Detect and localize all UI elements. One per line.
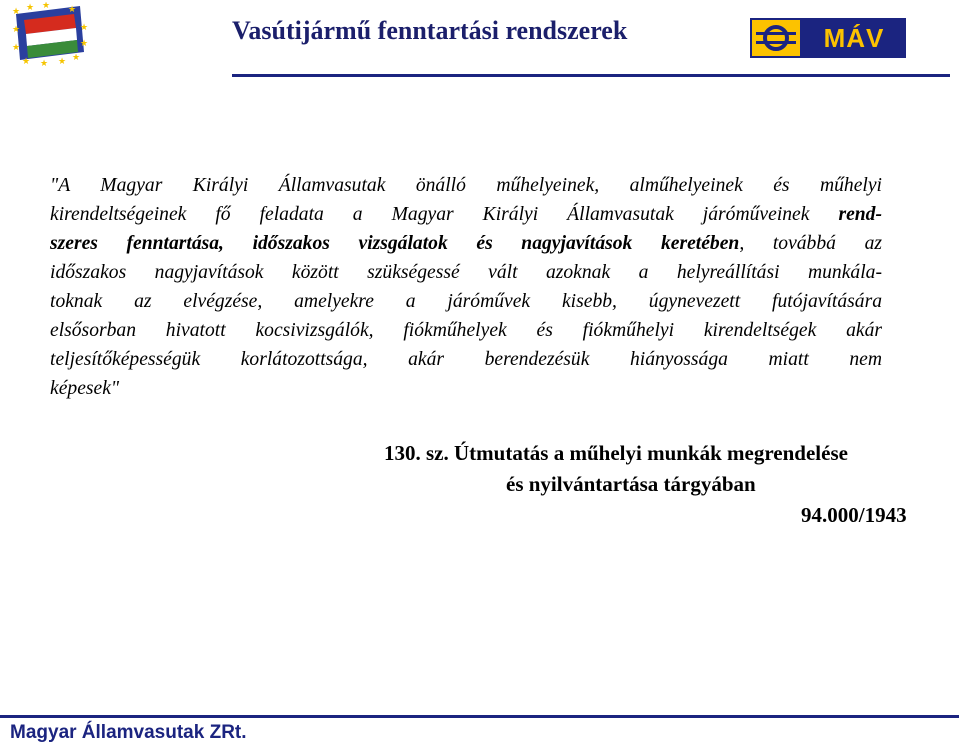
quote-segment: elsősorban hivatott kocsivizsgálók, fiókműhelyek és fiókműhelyi kirendeltségek akár — [50, 320, 882, 341]
eu-hungary-flag-logo-icon — [10, 2, 90, 68]
svg-text:★: ★ — [80, 23, 89, 33]
citation-reference-number: 94.000/1943 — [801, 503, 907, 527]
quote-segment: kirendeltségeinek fő feladata a Magyar Királyi Államvasutak járóműveinek — [50, 204, 839, 225]
quote-line — [50, 229, 882, 258]
quote-bold-segment: rend- — [838, 204, 882, 225]
quote-segment: "A Magyar Királyi Államvasutak önálló műhelyeinek, alműhelyeinek és műhelyi — [50, 175, 882, 196]
header-divider — [232, 74, 950, 77]
svg-text:★: ★ — [26, 3, 35, 13]
svg-text:★: ★ — [22, 57, 31, 67]
mav-logo — [750, 18, 906, 58]
quote-line — [50, 258, 882, 287]
svg-text:★: ★ — [42, 2, 51, 11]
svg-text:★: ★ — [80, 39, 89, 49]
mav-railway-emblem-icon — [750, 18, 802, 58]
quote-segment: toknak az elvégzése, amelyekre a járóművek kisebb, úgynevezett futójavítására — [50, 291, 882, 312]
quote-line — [50, 374, 882, 403]
quote-line — [50, 345, 882, 374]
quotation-text — [50, 171, 882, 403]
citation-title-line-1: 130. sz. Útmutatás a műhelyi munkák megrendelése — [384, 441, 848, 465]
quote-line — [50, 171, 882, 200]
quote-line — [50, 200, 882, 229]
quote-line — [50, 316, 882, 345]
quote-segment: teljesítőképességük korlátozottsága, akár berendezésük hiányossága miatt nem — [50, 349, 882, 370]
mav-logo-text: MÁV — [802, 18, 906, 58]
svg-text:★: ★ — [58, 57, 67, 67]
svg-text:★: ★ — [12, 7, 21, 17]
page-title: Vasútijármű fenntartási rendszerek — [232, 16, 628, 45]
quote-segment: képesek" — [50, 378, 120, 399]
footer-divider — [0, 715, 959, 718]
quote-line — [50, 287, 882, 316]
svg-text:★: ★ — [72, 53, 81, 63]
quote-segment: időszakos nagyjavítások között szükségessé vált azoknak a helyreállítási munkála- — [50, 262, 882, 283]
quote-bold-segment: szeres fenntartása, időszakos vizsgálatok és nagyjavítások keretében — [50, 233, 740, 254]
svg-text:★: ★ — [68, 5, 77, 15]
citation-title-line-2: és nyilvántartása tárgyában — [506, 472, 756, 496]
footer-company-name: Magyar Államvasutak ZRt. — [10, 722, 247, 743]
svg-text:★: ★ — [12, 25, 21, 35]
quote-segment: , továbbá az — [739, 233, 882, 254]
svg-text:★: ★ — [40, 59, 49, 68]
svg-text:★: ★ — [12, 43, 21, 53]
